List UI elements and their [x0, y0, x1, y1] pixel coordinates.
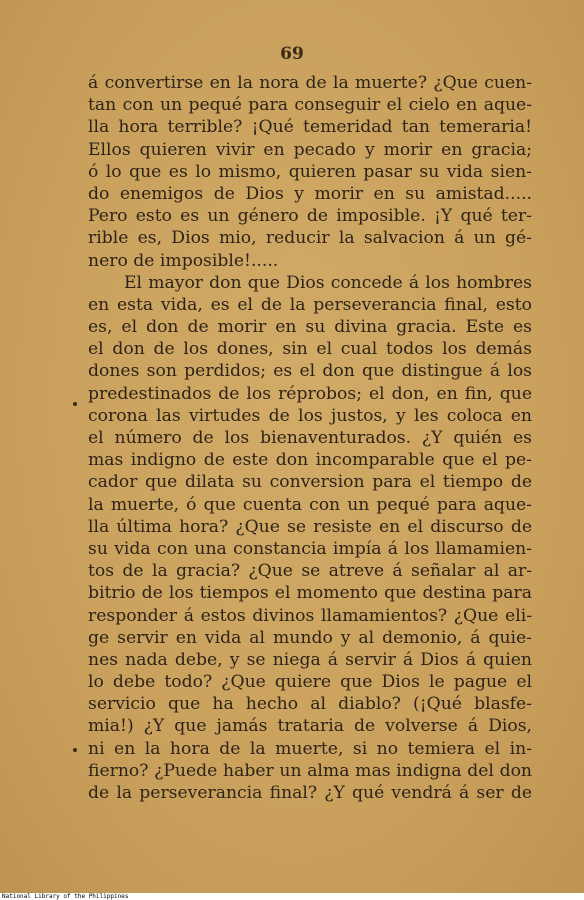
text-line: es, el don de morir en su divina gracia. Este es	[88, 317, 532, 338]
text-line: de la perseverancia final? ¿Y qué vendrá á ser de	[88, 783, 532, 803]
page-number: 69	[280, 44, 304, 64]
text-line: en esta vida, es el de la perseverancia final, esto	[88, 294, 532, 315]
text-line: el don de los dones, sin el cual todos los demás	[88, 339, 532, 360]
text-line: rible es, Dios mio, reducir la salvacion á un gé-	[88, 228, 532, 249]
text-line: fierno? ¿Puede haber un alma mas indigna del don	[88, 760, 532, 781]
text-line: lo debe todo? ¿Que quiere que Dios le pague el	[88, 672, 532, 693]
text-line: Pero esto es un género de imposible. ¡Y qué ter-	[88, 206, 532, 227]
text-line: ge servir en vida al mundo y al demonio, á quie-	[88, 627, 532, 648]
text-line: do enemigos de Dios y morir en su amistad.....	[88, 183, 532, 204]
paragraph-start-line: El mayor don que Dios concede á los hombres	[124, 272, 532, 293]
text-line: predestinados de los réprobos; el don, en fin, que	[88, 383, 532, 404]
margin-mark	[73, 402, 77, 406]
text-line: servicio que ha hecho al diablo? (¡Qué blasfe-	[88, 694, 532, 715]
text-line: ó lo que es lo mismo, quieren pasar su vida sien-	[88, 161, 532, 182]
text-line: lla hora terrible? ¡Qué temeridad tan temeraria!	[88, 117, 532, 138]
text-line: á convertirse en la nora de la muerte? ¿Que cuen-	[88, 73, 532, 93]
text-line: ni en la hora de la muerte, si no temiera el in-	[88, 738, 532, 759]
text-line: responder á estos divinos llamamientos? ¿Que eli-	[88, 605, 532, 626]
text-line: tan con un pequé para conseguir el cielo en aque-	[88, 95, 532, 116]
text-line: mia!) ¿Y que jamás trataria de volverse á Dios,	[88, 716, 532, 737]
text-line: la muerte, ó que cuenta con un pequé para aque-	[88, 494, 532, 515]
text-line: cador que dilata su conversion para el tiempo de	[88, 472, 532, 493]
text-line: tos de la gracia? ¿Que se atreve á señalar al ar-	[88, 561, 532, 582]
text-line: nes nada debe, y se niega á servir á Dios á quien	[88, 649, 532, 670]
text-line: dones son perdidos; es el don que distingue á los	[88, 361, 532, 382]
margin-mark	[73, 748, 77, 752]
library-credit: National Library of the Philippines	[2, 893, 129, 900]
text-line: Ellos quieren vivir en pecado y morir en gracia;	[88, 139, 532, 160]
text-line: su vida con una constancia impía á los llamamien-	[88, 538, 532, 559]
text-line: el número de los bienaventurados. ¿Y quién es	[88, 428, 532, 448]
text-line: corona las virtudes de los justos, y les coloca en	[88, 405, 532, 426]
text-line: mas indigno de este don incomparable que el pe-	[88, 450, 532, 471]
text-line: nero de imposible!.....	[88, 250, 279, 271]
text-line: bitrio de los tiempos el momento que destina para	[88, 583, 532, 604]
body-text	[88, 72, 532, 804]
text-line: lla última hora? ¿Que se resiste en el discurso de	[88, 516, 532, 537]
